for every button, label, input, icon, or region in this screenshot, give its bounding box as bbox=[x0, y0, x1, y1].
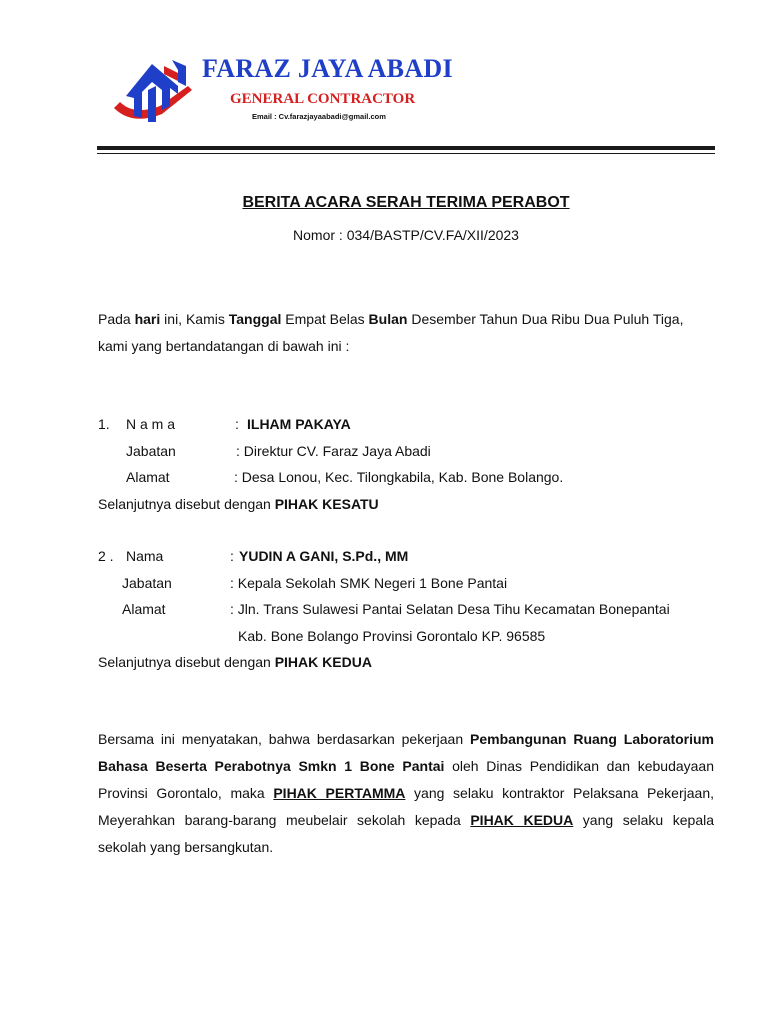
party-one-position-value: : Direktur CV. Faraz Jaya Abadi bbox=[236, 443, 431, 459]
party-two-designation: PIHAK KEDUA bbox=[274, 654, 372, 670]
party-one-number: 1. bbox=[98, 416, 110, 432]
party-one-address-label: Alamat bbox=[126, 469, 170, 485]
party-two-address-label: Alamat bbox=[122, 601, 166, 617]
letterhead-divider-thin bbox=[97, 153, 715, 154]
party-first-ref: PIHAK PERTAMMA bbox=[273, 785, 406, 801]
company-email: Email : Cv.farazjayaabadi@gmail.com bbox=[252, 112, 386, 121]
party-two-position-value: : Kepala Sekolah SMK Negeri 1 Bone Pantai bbox=[230, 575, 508, 591]
party-second-ref: PIHAK KEDUA bbox=[470, 812, 574, 828]
company-tagline: GENERAL CONTRACTOR bbox=[230, 91, 416, 107]
party-one-designation-line: Selanjutnya disebut dengan PIHAK KESATU bbox=[98, 496, 379, 512]
party-two-name-separator: : bbox=[230, 548, 234, 564]
party-one-name-separator: : bbox=[235, 416, 239, 432]
party-two-name-value: YUDIN A GANI, S.Pd., MM bbox=[239, 548, 409, 564]
party-one-name-label: N a m a bbox=[126, 416, 176, 432]
party-two-designation-line: Selanjutnya disebut dengan PIHAK KEDUA bbox=[98, 654, 372, 670]
party-two-address-value-1: : Jln. Trans Sulawesi Pantai Selatan Desa Tihu Kecamatan Bonepantai bbox=[230, 601, 670, 617]
statement-paragraph: Bersama ini menyatakan, bahwa berdasarkan pekerjaan Pembangunan Ruang Laboratorium Bahasa Beserta Perabotnya Smkn 1 Bone Pantai oleh Dinas Pendidikan dan kebudayaan Provinsi Gorontalo, maka PIHAK PERTAMMA yang selaku kontraktor Pelaksana Pekerjaan, Meyerahkan barang-barang meubelair sekolah kepada PIHAK KEDUA yang selaku kepala sekolah yang bersangkutan. bbox=[98, 731, 715, 855]
party-one-position-label: Jabatan bbox=[126, 443, 176, 459]
party-two-name-label: Nama bbox=[126, 548, 164, 564]
company-name: FARAZ JAYA ABADI bbox=[202, 54, 453, 83]
party-two-number: 2 . bbox=[98, 548, 114, 564]
company-logo-icon bbox=[112, 56, 194, 132]
party-one-designation: PIHAK KESATU bbox=[274, 496, 379, 512]
document-title: BERITA ACARA SERAH TERIMA PERABOT bbox=[242, 194, 570, 211]
party-one-address-value: : Desa Lonou, Kec. Tilongkabila, Kab. Bone Bolango. bbox=[234, 469, 564, 485]
party-two-position-label: Jabatan bbox=[122, 575, 172, 591]
party-two-address-value-2: Kab. Bone Bolango Provinsi Gorontalo KP. 96585 bbox=[238, 628, 546, 644]
document-number: Nomor : 034/BASTP/CV.FA/XII/2023 bbox=[293, 227, 519, 243]
opening-paragraph: Pada hari ini, Kamis Tanggal Empat Belas Bulan Desember Tahun Dua Ribu Dua Puluh Tiga, kami yang bertandatangan di bawah ini : bbox=[98, 311, 684, 354]
letterhead bbox=[112, 50, 472, 132]
letterhead-divider-thick bbox=[97, 146, 715, 150]
party-one-name-value: ILHAM PAKAYA bbox=[247, 416, 351, 432]
